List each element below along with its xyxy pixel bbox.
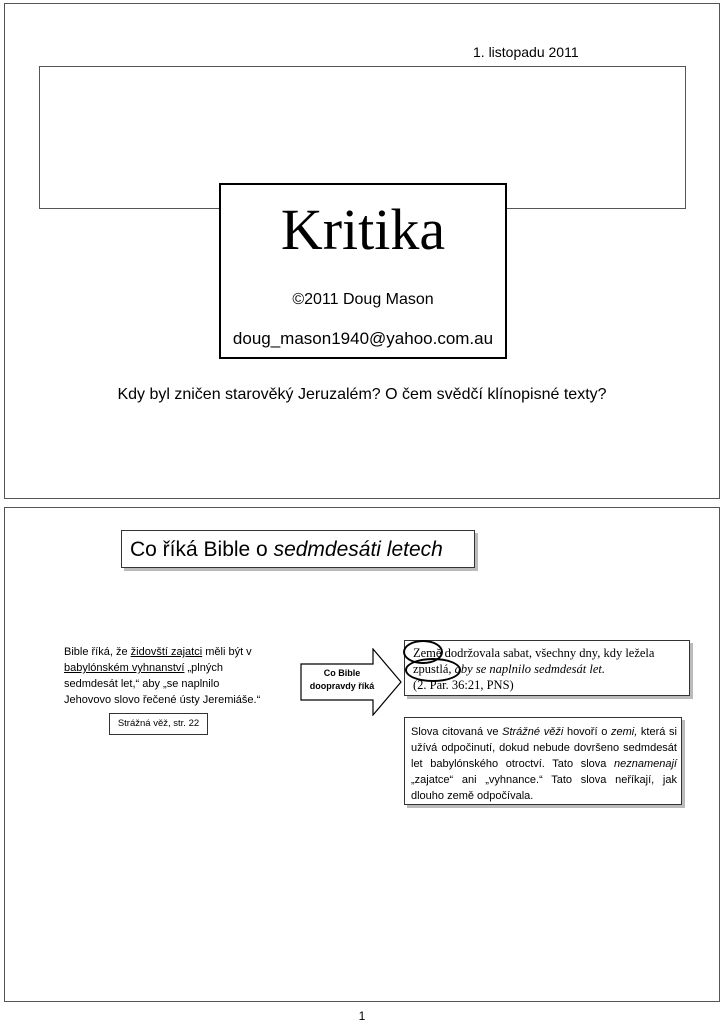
page-number: 1 bbox=[358, 1009, 366, 1023]
date: 1. listopadu 2011 bbox=[473, 44, 579, 60]
title: Kritika bbox=[280, 197, 446, 262]
copyright: ©2011 Doug Mason bbox=[292, 291, 434, 308]
email: doug_mason1940@yahoo.com.au bbox=[232, 329, 494, 348]
title-box bbox=[219, 183, 507, 359]
slide-heading: Co říká Bible o sedmdesáti letech bbox=[121, 530, 475, 568]
source-label: Strážná věž, str. 22 bbox=[109, 713, 208, 735]
highlight-oval bbox=[405, 658, 461, 682]
bible-claim-text: Bible říká, že židovští zajatci měli být v babylónském vyhnanství „plných sedmdesát let,“ aby „se naplnilo Jehovovo slovo řečené ústy Jeremiáše.“ bbox=[64, 646, 261, 706]
note-text: Slova citovaná ve Strážné věži hovoří o zemi, která si užívá odpočinutí, dokud nebude dovršeno sedmdesát let babylónského otroctví. Tato slova neznamenají „zajatce“ ani „vyhnance.“ Tato slova neříkají, jak dlouho země odpočívala. bbox=[411, 726, 678, 802]
copyright-icon: © bbox=[292, 291, 305, 308]
question: Kdy byl zničen starověký Jeruzalém? O čem svědčí klínopisné texty? bbox=[117, 386, 607, 403]
arrow-label: Co Bible doopravdy říká bbox=[309, 668, 375, 691]
scripture-quote: Země dodržovala sabat, všechny dny, kdy ležela zpustlá, aby se naplnilo sedmdesát let. (2. Par. 36:21, PNS) bbox=[413, 646, 655, 692]
